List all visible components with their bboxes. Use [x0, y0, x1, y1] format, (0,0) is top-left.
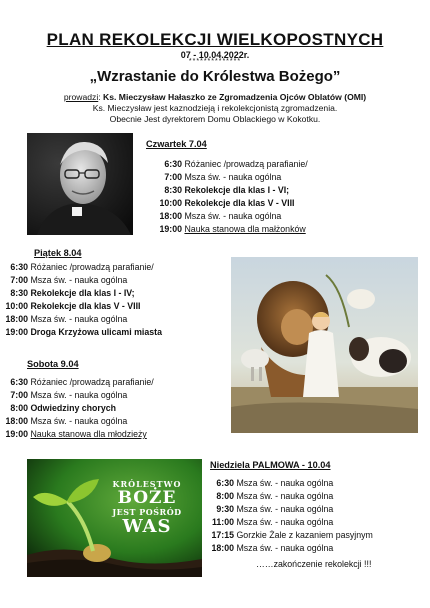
retreat-theme: „Wzrastanie do Królestwa Bożego”: [89, 68, 341, 85]
schedule-time: 11:00: [211, 517, 234, 527]
schedule-time: 19:00: [5, 429, 28, 439]
painting-image: [231, 257, 418, 433]
painting-child-with-animals: [231, 257, 418, 433]
schedule-time: 7:00: [10, 275, 28, 285]
schedule-desc: Odwiedziny chorych: [30, 403, 116, 413]
schedule-row: [156, 223, 308, 236]
schedule-row: [2, 313, 162, 326]
schedule-time: 18:00: [159, 211, 182, 221]
schedule-time: 18:00: [5, 314, 28, 324]
closing-note: ……zakończenie rekolekcji !!!: [256, 559, 372, 569]
schedule-row: [156, 210, 308, 223]
kingdom-banner: [27, 459, 202, 577]
schedule-desc: Msza św. - nauka ogólna: [236, 478, 334, 488]
lead-name: Ks. Mieczysław Hałaszko ze Zgromadzenia Ojców Oblatów (OMI): [103, 92, 367, 102]
schedule-row: [156, 197, 308, 210]
schedule-desc: Rekolekcje dla klas V - VIII: [184, 198, 295, 208]
schedule-desc: Rekolekcje dla klas V - VIII: [30, 301, 141, 311]
schedule-time: 17:15: [211, 530, 234, 540]
schedule-time: 8:30: [164, 185, 182, 195]
schedule-row: [2, 402, 154, 415]
schedule-row: [208, 542, 373, 555]
schedule-desc: Msza św. - nauka ogólna: [184, 211, 282, 221]
schedule-row: [208, 529, 373, 542]
stars-divider: **************: [188, 58, 242, 65]
schedule-time: 8:00: [10, 403, 28, 413]
lead-line-3: Obecnie Jest dyrektorem Domu Oblackiego w Kokotku.: [109, 114, 321, 124]
schedule-row: [156, 158, 308, 171]
schedule-time: 6:30: [10, 377, 28, 387]
schedule-desc: Msza św. - nauka ogólna: [30, 275, 128, 285]
schedule-desc: Nauka stanowa dla małżonków: [184, 224, 306, 234]
schedule-row: [2, 389, 154, 402]
schedule-time: 6:30: [216, 478, 234, 488]
schedule-time: 18:00: [5, 416, 28, 426]
banner-line-3: JEST POŚRÓD: [112, 507, 182, 517]
schedule-desc: Msza św. - nauka ogólna: [30, 314, 128, 324]
schedule-row: [2, 428, 154, 441]
priest-portrait-image: [27, 133, 133, 235]
schedule-row: [2, 300, 162, 313]
schedule-desc: Msza św. - nauka ogólna: [236, 517, 334, 527]
schedule-time: 19:00: [5, 327, 28, 337]
schedule-time: 6:30: [10, 262, 28, 272]
schedule-row: [2, 376, 154, 389]
schedule-row: [2, 274, 162, 287]
schedule-time: 8:30: [10, 288, 28, 298]
schedule-desc: Rekolekcje dla klas I - VI;: [184, 185, 290, 195]
lead-line-2: Ks. Mieczysław jest kaznodzieją i rekolekcjonistą zgromadzenia.: [92, 103, 338, 113]
banner-text: [97, 479, 197, 537]
schedule-time: 9:30: [216, 504, 234, 514]
priest-photo: [27, 133, 133, 235]
schedule-desc: Różaniec /prowadzą parafianie/: [30, 262, 154, 272]
retreat-dates: 07 - 10.04.2022r.: [180, 50, 250, 60]
day-heading-thursday: Czwartek 7.04: [146, 139, 207, 149]
schedule-time: 6:30: [164, 159, 182, 169]
schedule-desc: Msza św. - nauka ogólna: [184, 172, 282, 182]
schedule-time: 10:00: [159, 198, 182, 208]
schedule-row: [208, 503, 373, 516]
schedule-desc: Msza św. - nauka ogólna: [30, 390, 128, 400]
schedule-time: 7:00: [164, 172, 182, 182]
schedule-desc: Gorzkie Żale z kazaniem pasyjnym: [236, 530, 373, 540]
friday-schedule: [2, 261, 162, 339]
schedule-desc: Różaniec /prowadzą parafianie/: [30, 377, 154, 387]
schedule-row: [208, 490, 373, 503]
lead-line-1: [0, 92, 430, 103]
schedule-row: [2, 326, 162, 339]
schedule-row: [2, 415, 154, 428]
schedule-desc: Msza św. - nauka ogólna: [236, 543, 334, 553]
banner-line-1: KRÓLESTWO: [112, 479, 182, 489]
banner-line-2: BOŻE: [117, 488, 177, 508]
schedule-desc: Droga Krzyżowa ulicami miasta: [30, 327, 162, 337]
day-heading-sunday: Niedziela PALMOWA - 10.04: [210, 460, 331, 470]
thursday-schedule: [156, 158, 308, 236]
banner-line-4: WAS: [122, 516, 172, 537]
schedule-row: [208, 477, 373, 490]
schedule-time: 8:00: [216, 491, 234, 501]
schedule-desc: Różaniec /prowadzą parafianie/: [184, 159, 308, 169]
schedule-row: [2, 261, 162, 274]
sunday-schedule: [208, 477, 373, 555]
schedule-row: [2, 287, 162, 300]
schedule-time: 10:00: [5, 301, 28, 311]
schedule-desc: Msza św. - nauka ogólna: [236, 504, 334, 514]
schedule-row: [156, 171, 308, 184]
schedule-row: [208, 516, 373, 529]
lead-info: [0, 92, 430, 125]
schedule-desc: Nauka stanowa dla młodzieży: [30, 429, 147, 439]
schedule-time: 7:00: [10, 390, 28, 400]
schedule-row: [156, 184, 308, 197]
lead-label: prowadzi: [63, 92, 99, 102]
saturday-schedule: [2, 376, 154, 441]
lead-colon: :: [98, 92, 104, 102]
schedule-desc: Msza św. - nauka ogólna: [30, 416, 128, 426]
day-heading-friday: Piątek 8.04: [34, 248, 82, 258]
schedule-time: 19:00: [159, 224, 182, 234]
day-heading-saturday: Sobota 9.04: [27, 359, 79, 369]
schedule-desc: Rekolekcje dla klas I - IV;: [30, 288, 135, 298]
schedule-time: 18:00: [211, 543, 234, 553]
schedule-desc: Msza św. - nauka ogólna: [236, 491, 334, 501]
page-title: PLAN REKOLEKCJI WIELKOPOSTNYCH: [46, 30, 384, 49]
